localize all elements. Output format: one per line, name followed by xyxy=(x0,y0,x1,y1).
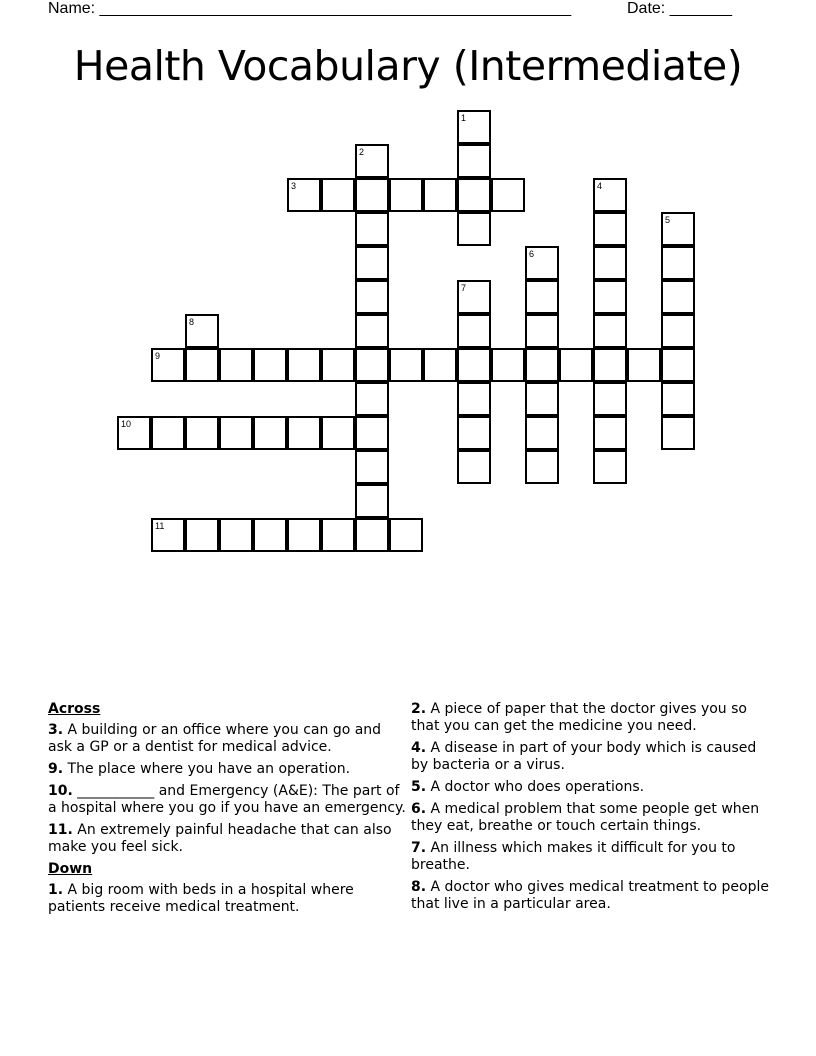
crossword-cell[interactable] xyxy=(355,246,389,280)
crossword-cell[interactable] xyxy=(355,348,389,382)
crossword-cell[interactable] xyxy=(593,348,627,382)
clue-number: 6. xyxy=(411,801,427,817)
across-heading: Across xyxy=(48,701,101,717)
crossword-cell[interactable] xyxy=(389,178,423,212)
crossword-cell[interactable] xyxy=(661,348,695,382)
crossword-cell[interactable] xyxy=(661,382,695,416)
clue-text: A piece of paper that the doctor gives you so that you can get the medicine you need. xyxy=(411,701,747,734)
clue-down-7 xyxy=(411,840,771,874)
crossword-cell[interactable] xyxy=(593,416,627,450)
clue-number: 4. xyxy=(411,740,427,756)
crossword-cell[interactable] xyxy=(355,314,389,348)
crossword-cell[interactable] xyxy=(593,280,627,314)
crossword-cell[interactable] xyxy=(287,518,321,552)
crossword-cell[interactable] xyxy=(491,178,525,212)
clue-number: 8. xyxy=(411,879,427,895)
clue-number-label: 3 xyxy=(291,181,297,191)
crossword-cell[interactable] xyxy=(559,348,593,382)
crossword-cell[interactable] xyxy=(355,450,389,484)
clue-down-5 xyxy=(411,779,771,796)
crossword-cell[interactable] xyxy=(185,416,219,450)
crossword-cell[interactable] xyxy=(457,382,491,416)
clue-number: 3. xyxy=(48,722,64,738)
crossword-cell[interactable] xyxy=(287,178,321,212)
date-field-label: Date: _______ xyxy=(627,0,732,17)
crossword-cell[interactable] xyxy=(457,280,491,314)
crossword-cell[interactable] xyxy=(423,348,457,382)
crossword-cell[interactable] xyxy=(287,348,321,382)
clue-text: A medical problem that some people get when they eat, breathe or touch certain things. xyxy=(411,801,760,834)
crossword-cell[interactable] xyxy=(389,348,423,382)
crossword-cell[interactable] xyxy=(525,416,559,450)
crossword-cell[interactable] xyxy=(219,416,253,450)
crossword-cell[interactable] xyxy=(457,178,491,212)
crossword-cell[interactable] xyxy=(151,348,185,382)
crossword-cell[interactable] xyxy=(117,416,151,450)
crossword-cell[interactable] xyxy=(355,518,389,552)
crossword-cell[interactable] xyxy=(151,518,185,552)
clue-down-1 xyxy=(48,882,408,916)
crossword-cell[interactable] xyxy=(355,212,389,246)
crossword-cell[interactable] xyxy=(355,144,389,178)
crossword-cell[interactable] xyxy=(219,518,253,552)
crossword-cell[interactable] xyxy=(491,348,525,382)
crossword-cell[interactable] xyxy=(321,178,355,212)
clue-across-9 xyxy=(48,761,408,778)
clue-text: ___________ and Emergency (A&E): The part of a hospital where you go if you have an emergency. xyxy=(48,783,406,816)
name-field-label: Name: _____________________________________________________ xyxy=(48,0,572,17)
clue-text: A big room with beds in a hospital where patients receive medical treatment. xyxy=(48,882,354,915)
clue-number: 11. xyxy=(48,822,73,838)
clue-across-3 xyxy=(48,722,408,756)
crossword-cell[interactable] xyxy=(219,348,253,382)
clue-number-label: 10 xyxy=(121,419,132,429)
crossword-cell[interactable] xyxy=(525,348,559,382)
clue-text: A doctor who gives medical treatment to people that live in a particular area. xyxy=(411,879,769,912)
crossword-cell[interactable] xyxy=(185,348,219,382)
crossword-cell[interactable] xyxy=(525,280,559,314)
clue-number-label: 6 xyxy=(529,249,535,259)
clue-down-8 xyxy=(411,879,771,913)
clue-down-6 xyxy=(411,801,771,835)
clue-number-label: 11 xyxy=(155,521,165,531)
crossword-cell[interactable] xyxy=(661,314,695,348)
crossword-cell[interactable] xyxy=(525,246,559,280)
crossword-cell[interactable] xyxy=(661,280,695,314)
crossword-cell[interactable] xyxy=(389,518,423,552)
crossword-cell[interactable] xyxy=(355,484,389,518)
clue-text: A building or an office where you can go and ask a GP or a dentist for medical advice. xyxy=(48,722,382,755)
crossword-cell[interactable] xyxy=(457,416,491,450)
clue-number: 1. xyxy=(48,882,64,898)
crossword-cell[interactable] xyxy=(525,450,559,484)
clue-number: 5. xyxy=(411,779,427,795)
crossword-cell[interactable] xyxy=(185,518,219,552)
crossword-cell[interactable] xyxy=(457,348,491,382)
crossword-cell[interactable] xyxy=(661,246,695,280)
clue-number-label: 8 xyxy=(189,317,195,327)
crossword-cell[interactable] xyxy=(253,348,287,382)
crossword-cell[interactable] xyxy=(627,348,661,382)
crossword-cell[interactable] xyxy=(525,382,559,416)
clue-across-10 xyxy=(48,783,408,817)
down-heading: Down xyxy=(48,861,93,877)
crossword-cell[interactable] xyxy=(355,178,389,212)
clue-across-11 xyxy=(48,822,408,856)
clue-number: 2. xyxy=(411,701,427,717)
clue-text: The place where you have an operation. xyxy=(63,761,351,777)
clues-column-right xyxy=(411,701,771,918)
clues-column-left xyxy=(48,701,408,921)
crossword-cell[interactable] xyxy=(593,382,627,416)
crossword-cell[interactable] xyxy=(457,212,491,246)
clue-number-label: 5 xyxy=(665,215,671,225)
clue-down-2 xyxy=(411,701,771,735)
crossword-cell[interactable] xyxy=(321,348,355,382)
clue-number: 10. xyxy=(48,783,73,799)
clue-number-label: 1 xyxy=(461,113,467,123)
crossword-cell[interactable] xyxy=(253,518,287,552)
crossword-cell[interactable] xyxy=(355,280,389,314)
crossword-cell[interactable] xyxy=(593,246,627,280)
crossword-cell[interactable] xyxy=(355,416,389,450)
crossword-cell[interactable] xyxy=(457,144,491,178)
crossword-cell[interactable] xyxy=(287,416,321,450)
crossword-cell[interactable] xyxy=(151,416,185,450)
crossword-cell[interactable] xyxy=(457,450,491,484)
crossword-cell[interactable] xyxy=(661,416,695,450)
clue-number-label: 7 xyxy=(461,283,467,293)
crossword-cell[interactable] xyxy=(457,110,491,144)
crossword-cell[interactable] xyxy=(525,314,559,348)
crossword-cell[interactable] xyxy=(321,518,355,552)
crossword-cell[interactable] xyxy=(457,314,491,348)
crossword-cell[interactable] xyxy=(593,450,627,484)
clue-number-label: 9 xyxy=(155,351,161,361)
clue-text: An illness which makes it difficult for you to breathe. xyxy=(411,840,736,873)
clue-number: 7. xyxy=(411,840,427,856)
crossword-cell[interactable] xyxy=(355,382,389,416)
crossword-cell[interactable] xyxy=(185,314,219,348)
clue-text: An extremely painful headache that can also make you feel sick. xyxy=(48,822,392,855)
clue-text: A doctor who does operations. xyxy=(426,779,645,795)
crossword-cell[interactable] xyxy=(321,416,355,450)
clue-down-4 xyxy=(411,740,771,774)
page-title: Health Vocabulary (Intermediate) xyxy=(73,42,743,90)
crossword-cell[interactable] xyxy=(253,416,287,450)
crossword-cell[interactable] xyxy=(593,314,627,348)
clue-number: 9. xyxy=(48,761,64,777)
crossword-cell[interactable] xyxy=(661,212,695,246)
crossword-cell[interactable] xyxy=(423,178,457,212)
crossword-cell[interactable] xyxy=(593,212,627,246)
clue-number-label: 2 xyxy=(359,147,365,157)
crossword-cell[interactable] xyxy=(593,178,627,212)
clue-number-label: 4 xyxy=(597,181,603,191)
clue-text: A disease in part of your body which is caused by bacteria or a virus. xyxy=(411,740,757,773)
